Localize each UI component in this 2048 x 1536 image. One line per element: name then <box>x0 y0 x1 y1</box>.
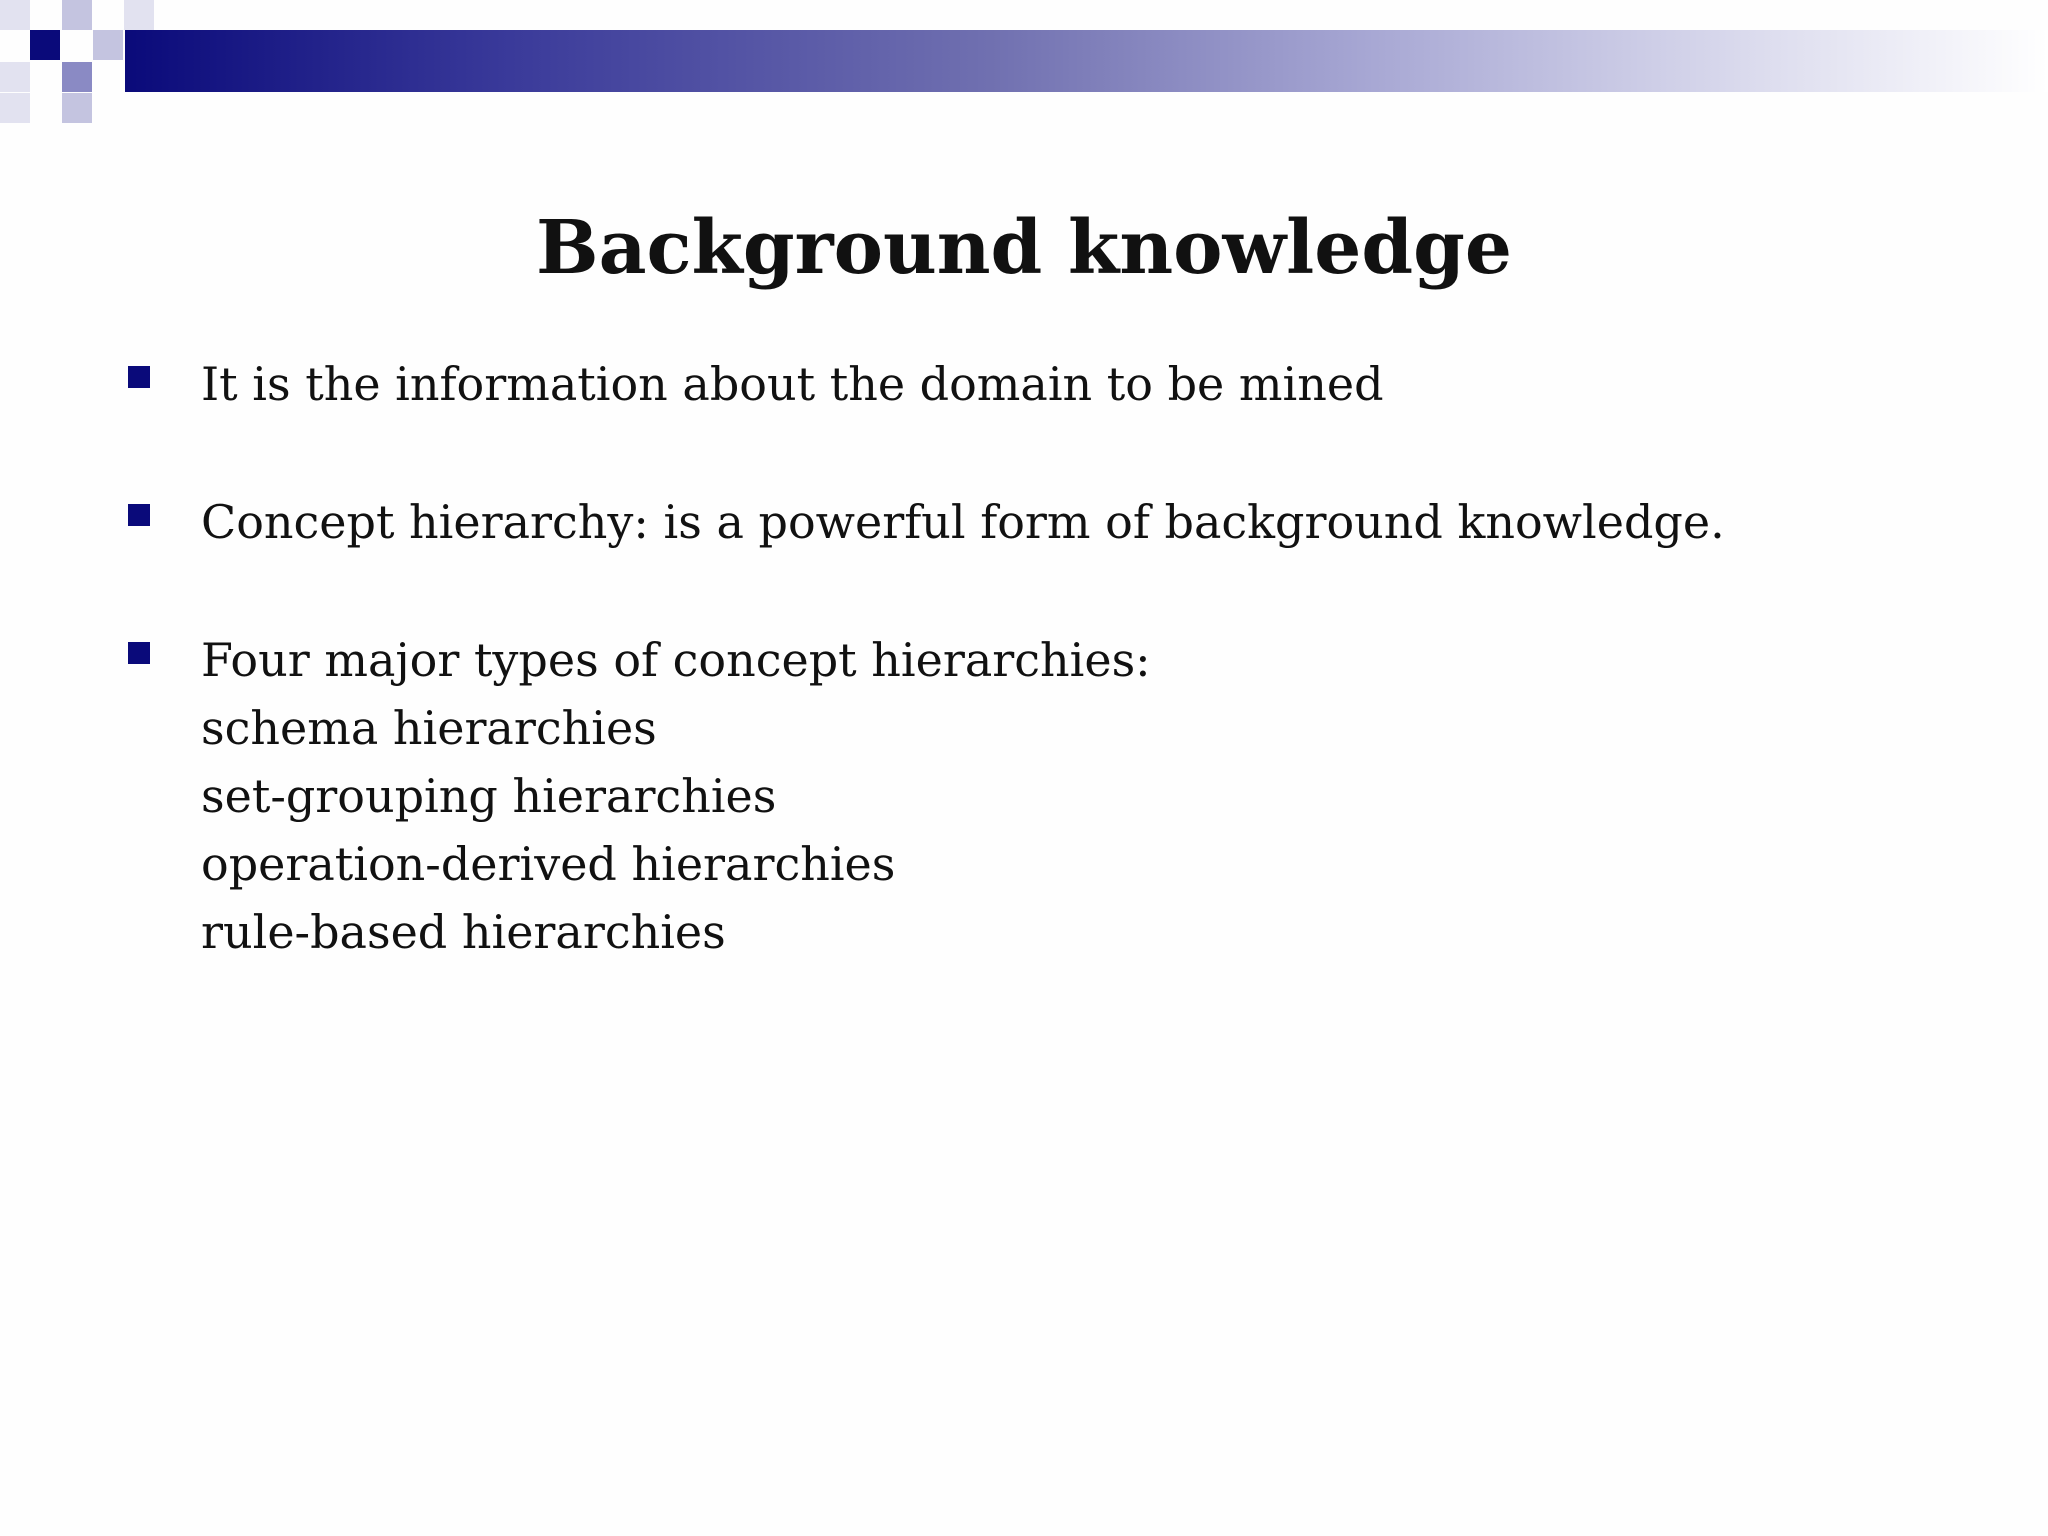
square-bullet-icon <box>128 642 150 664</box>
decorative-square <box>124 0 154 30</box>
hierarchy-type-line: set-grouping hierarchies <box>201 769 777 823</box>
bullet-list <box>125 350 1975 1036</box>
decorative-square <box>62 0 92 30</box>
decorative-square <box>0 0 30 30</box>
hierarchy-type-line: schema hierarchies <box>201 701 657 755</box>
hierarchy-type-line: operation-derived hierarchies <box>201 837 896 891</box>
decorative-square <box>62 62 92 92</box>
bullet-text: It is the information about the domain to be mined <box>201 357 1384 411</box>
bullet-item <box>125 626 1975 966</box>
hierarchy-type-line: rule-based hierarchies <box>201 905 726 959</box>
square-bullet-icon <box>128 366 150 388</box>
decorative-square <box>0 93 30 123</box>
decorative-square <box>30 30 60 60</box>
bullet-text: Four major types of concept hierarchies: <box>201 633 1151 687</box>
decorative-square <box>0 62 30 92</box>
decorative-square <box>62 93 92 123</box>
square-bullet-icon <box>128 504 150 526</box>
header-gradient-band <box>125 30 2048 92</box>
bullet-item <box>125 350 1975 418</box>
slide-title: Background knowledge <box>536 204 1512 291</box>
decorative-square <box>93 30 123 60</box>
bullet-text: Concept hierarchy: is a powerful form of background knowledge. <box>201 495 1725 549</box>
bullet-item <box>125 488 1975 556</box>
